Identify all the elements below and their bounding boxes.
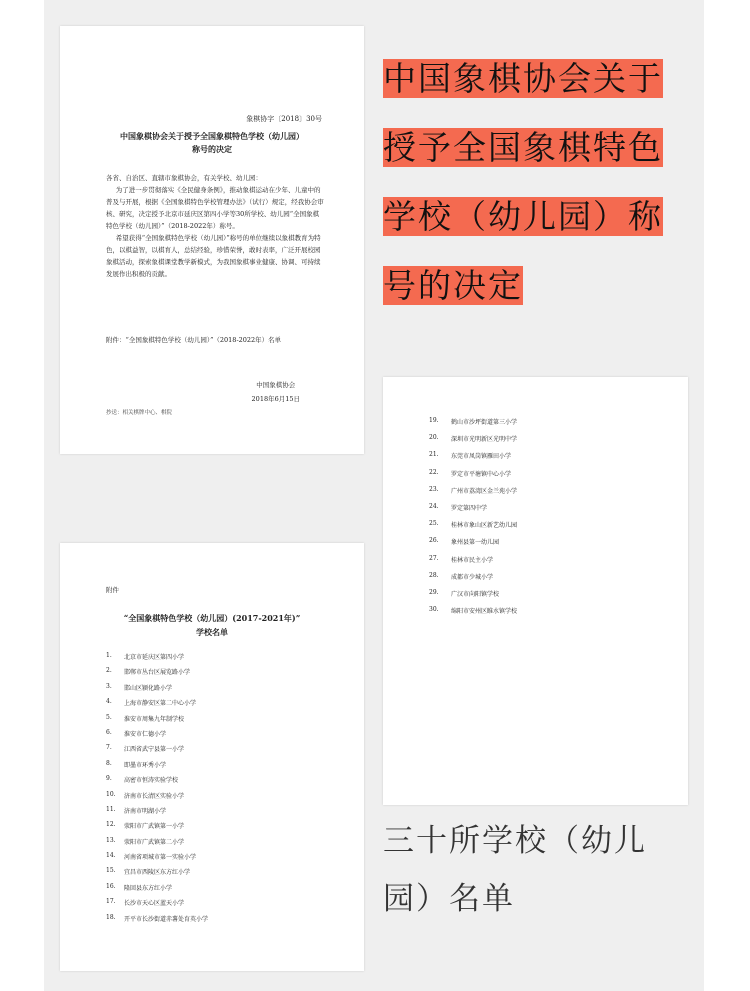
- item-number: 1.: [106, 652, 112, 659]
- item-number: 17.: [106, 898, 116, 906]
- headline: [383, 44, 683, 320]
- school-list-1: [106, 652, 208, 929]
- list-title: [80, 611, 344, 639]
- item-number: 25.: [429, 520, 439, 528]
- school-name: 济南市长清区实验小学: [124, 792, 185, 800]
- paragraph-2: 希望获得“全国象棋特色学校（幼儿园）”称号的单位继续以象棋教育为特色，以棋益智，以棋育人，总结经验，珍惜荣誉，敢时表率，广泛开展校园象棋活动，探索象棋课堂教学新模式，为我国象棋事业健康、协调、可持续发展作出积极的贡献。: [106, 234, 321, 278]
- list-item: [429, 503, 517, 520]
- school-name: 绵阳市安州区睢水镇学校: [451, 608, 518, 616]
- document-title-line1: 中国象棋协会关于授予全国象棋特色学校（幼儿园）: [120, 131, 304, 141]
- item-number: 13.: [106, 836, 116, 844]
- list-item: [429, 537, 517, 554]
- school-name: 河南省项城市第一实验小学: [124, 854, 197, 862]
- list-item: [106, 883, 208, 898]
- paragraph-1: 为了进一步贯彻落实《全民健身条例》，推动象棋运动在少年、儿童中的普及与开展，根据《全国象棋特色学校管理办法》（试行）规定，经我协会审核、研究，决定授予北京市延庆区第四小学等30所学校、幼儿园“全国象棋特色学校（幼儿园）”（2018-2022年）称号。: [106, 186, 324, 230]
- list-item: [429, 555, 517, 572]
- school-name: 上海市静安区第二中心小学: [124, 700, 197, 708]
- item-number: 30.: [429, 606, 439, 614]
- school-name: 宜昌市西陵区东方红小学: [124, 869, 191, 877]
- list-item: [106, 667, 208, 682]
- list-item: [106, 760, 208, 775]
- list-item: [106, 852, 208, 867]
- item-number: 23.: [429, 485, 439, 493]
- school-name: 广汉市向阳镇学校: [451, 590, 500, 598]
- school-list-page-1: [60, 543, 364, 971]
- attachment-label: 附件: [106, 586, 119, 594]
- list-item: [106, 806, 208, 821]
- item-number: 4.: [106, 698, 112, 706]
- list-item: [106, 714, 208, 729]
- school-name: 荥阳市广武镇第一小学: [124, 823, 185, 831]
- list-item: [429, 451, 517, 468]
- list-item: [106, 867, 208, 882]
- item-number: 18.: [106, 913, 116, 921]
- school-name: 淮安市仁德小学: [124, 730, 167, 738]
- item-number: 6.: [106, 728, 112, 736]
- school-name: 鹤山市沙坪街道第三小学: [451, 419, 518, 426]
- school-name: 长沙市天心区蓝天小学: [124, 900, 185, 908]
- list-item: [106, 652, 208, 667]
- list-title-line2: 学校名单: [196, 627, 228, 637]
- item-number: 14.: [106, 852, 116, 860]
- school-list-page-2: [383, 377, 688, 805]
- item-number: 19.: [429, 417, 439, 424]
- list-item: [106, 744, 208, 759]
- issue-date: 2018年6月15日: [251, 395, 300, 403]
- attachment-note: 附件：“全国象棋特色学校（幼儿园）”（2018-2022年）名单: [106, 336, 282, 344]
- list-item: [429, 486, 517, 503]
- signer: 中国象棋协会: [256, 381, 296, 389]
- list-item: [429, 469, 517, 486]
- list-item: [429, 434, 517, 451]
- school-name: 深圳市光明新区光明中学: [451, 436, 518, 444]
- list-item: [429, 520, 517, 537]
- school-name: 北京市延庆区第四小学: [124, 654, 185, 661]
- school-name: 江西省武宁县第一小学: [124, 746, 185, 754]
- item-number: 12.: [106, 821, 116, 829]
- school-name: 隆回县东方红小学: [124, 884, 173, 892]
- caption: 三十所学校（幼儿园）名单: [383, 823, 647, 917]
- school-name: 荥阳市广武镇第二小学: [124, 838, 185, 846]
- school-name: 罗定市平塘镇中心小学: [451, 470, 512, 478]
- item-number: 28.: [429, 571, 439, 579]
- item-number: 27.: [429, 554, 439, 562]
- list-item: [106, 683, 208, 698]
- item-number: 20.: [429, 434, 439, 442]
- list-item: [106, 698, 208, 713]
- list-item: [429, 572, 517, 589]
- school-name: 罗定第四中学: [451, 504, 488, 512]
- item-number: 2.: [106, 667, 112, 675]
- item-number: 11.: [106, 805, 116, 813]
- list-item: [106, 837, 208, 852]
- item-number: 10.: [106, 790, 116, 798]
- school-name: 邯郸市丛台区展览路小学: [124, 669, 191, 677]
- school-list-2: [429, 417, 517, 623]
- cc-note: 抄送：相关棋牌中心、棋院: [106, 410, 173, 416]
- school-name: 济南市明湖小学: [124, 807, 167, 815]
- school-name: 广州市荔湾区金兰苑小学: [451, 487, 518, 495]
- document-body: [106, 172, 324, 280]
- school-name: 淮安市周集九年制学校: [124, 715, 185, 723]
- school-name: 即墨市环秀小学: [124, 761, 167, 769]
- list-item: [106, 898, 208, 913]
- item-number: 21.: [429, 451, 439, 459]
- school-name: 成都市少城小学: [451, 573, 494, 581]
- item-number: 29.: [429, 588, 439, 596]
- list-item: [106, 791, 208, 806]
- item-number: 22.: [429, 468, 439, 476]
- school-name: 象州县第一幼儿园: [451, 539, 500, 547]
- school-name: 高密市恒涛实验学校: [124, 777, 179, 785]
- list-item: [106, 914, 208, 929]
- item-number: 8.: [106, 759, 112, 767]
- list-item: [106, 821, 208, 836]
- item-number: 5.: [106, 713, 112, 721]
- item-number: 15.: [106, 867, 116, 875]
- document-number: 象棋协字〔2018〕30号: [246, 115, 322, 123]
- salutation: 各省、自治区、直辖市象棋协会，有关学校、幼儿园：: [106, 174, 262, 182]
- item-number: 26.: [429, 537, 439, 545]
- item-number: 3.: [106, 682, 112, 690]
- document-title-line2: 称号的决定: [192, 144, 232, 154]
- list-item: [106, 729, 208, 744]
- school-name: 邯山区颍化路小学: [124, 684, 173, 692]
- item-number: 16.: [106, 882, 116, 890]
- school-name: 开平市长沙街道赤薯处育英小学: [124, 915, 209, 923]
- headline-text: 中国象棋协会关于授予全国象棋特色学校（幼儿园）称号的决定: [383, 59, 663, 305]
- school-name: 东莞市凤岗镇雁田小学: [451, 453, 512, 461]
- list-item: [429, 589, 517, 606]
- decision-document: [60, 26, 364, 454]
- item-number: 24.: [429, 502, 439, 510]
- document-title: [90, 130, 334, 156]
- item-number: 9.: [106, 775, 112, 783]
- school-name: 桂林市象山区新艺幼儿园: [451, 522, 518, 530]
- item-number: 7.: [106, 744, 112, 752]
- school-name: 桂林市民主小学: [451, 556, 494, 564]
- list-title-line1: “全国象棋特色学校（幼儿园）(2017-2021年)”: [123, 613, 301, 623]
- list-item: [429, 417, 517, 434]
- list-item: [106, 775, 208, 790]
- list-item: [429, 606, 517, 623]
- signature-block: [252, 378, 300, 406]
